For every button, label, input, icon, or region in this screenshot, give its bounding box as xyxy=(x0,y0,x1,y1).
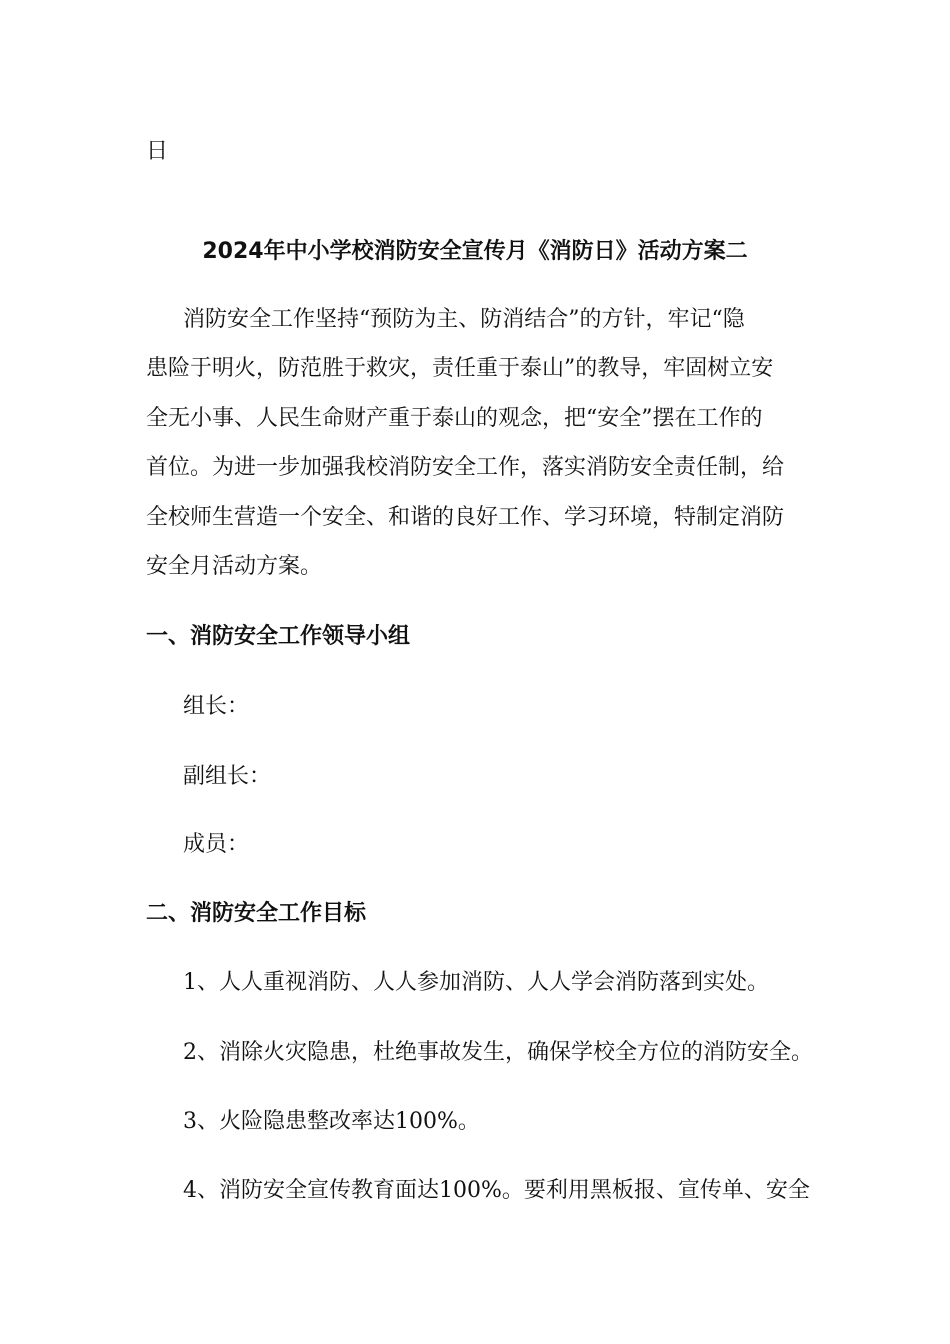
section-1-item-deputy: 副组长： xyxy=(183,764,272,789)
intro-line-1: 消防安全工作坚持“预防为主、防消结合”的方针，牢记“隐 xyxy=(183,307,745,332)
section-1-item-leader: 组长： xyxy=(183,694,250,719)
intro-line-2: 患险于明火，防范胜于救灾，责任重于泰山”的教导，牢固树立安 xyxy=(146,356,774,381)
intro-line-3: 全无小事、人民生命财产重于泰山的观念，把“安全”摆在工作的 xyxy=(146,406,763,431)
page-fragment-text: 日 xyxy=(146,139,169,164)
document-title: 2024年中小学校消防安全宣传月《消防日》活动方案二 xyxy=(202,239,748,264)
intro-line-4: 首位。为进一步加强我校消防安全工作，落实消防安全责任制，给 xyxy=(146,455,785,480)
intro-line-5: 全校师生营造一个安全、和谐的良好工作、学习环境，特制定消防 xyxy=(146,505,785,530)
section-1-heading: 一、消防安全工作领导小组 xyxy=(146,624,411,649)
section-2-item-2: 2、消除火灾隐患，杜绝事故发生，确保学校全方位的消防安全。 xyxy=(183,1040,813,1065)
section-2-item-3: 3、火险隐患整改率达100%。 xyxy=(183,1109,480,1134)
section-2-item-1: 1、人人重视消防、人人参加消防、人人学会消防落到实处。 xyxy=(183,970,769,995)
section-2-item-4: 4、消防安全宣传教育面达100%。要利用黑板报、宣传单、安全 xyxy=(183,1178,810,1203)
intro-line-6: 安全月活动方案。 xyxy=(146,554,323,579)
section-1-item-members: 成员： xyxy=(183,832,250,857)
section-2-heading: 二、消防安全工作目标 xyxy=(146,901,367,926)
